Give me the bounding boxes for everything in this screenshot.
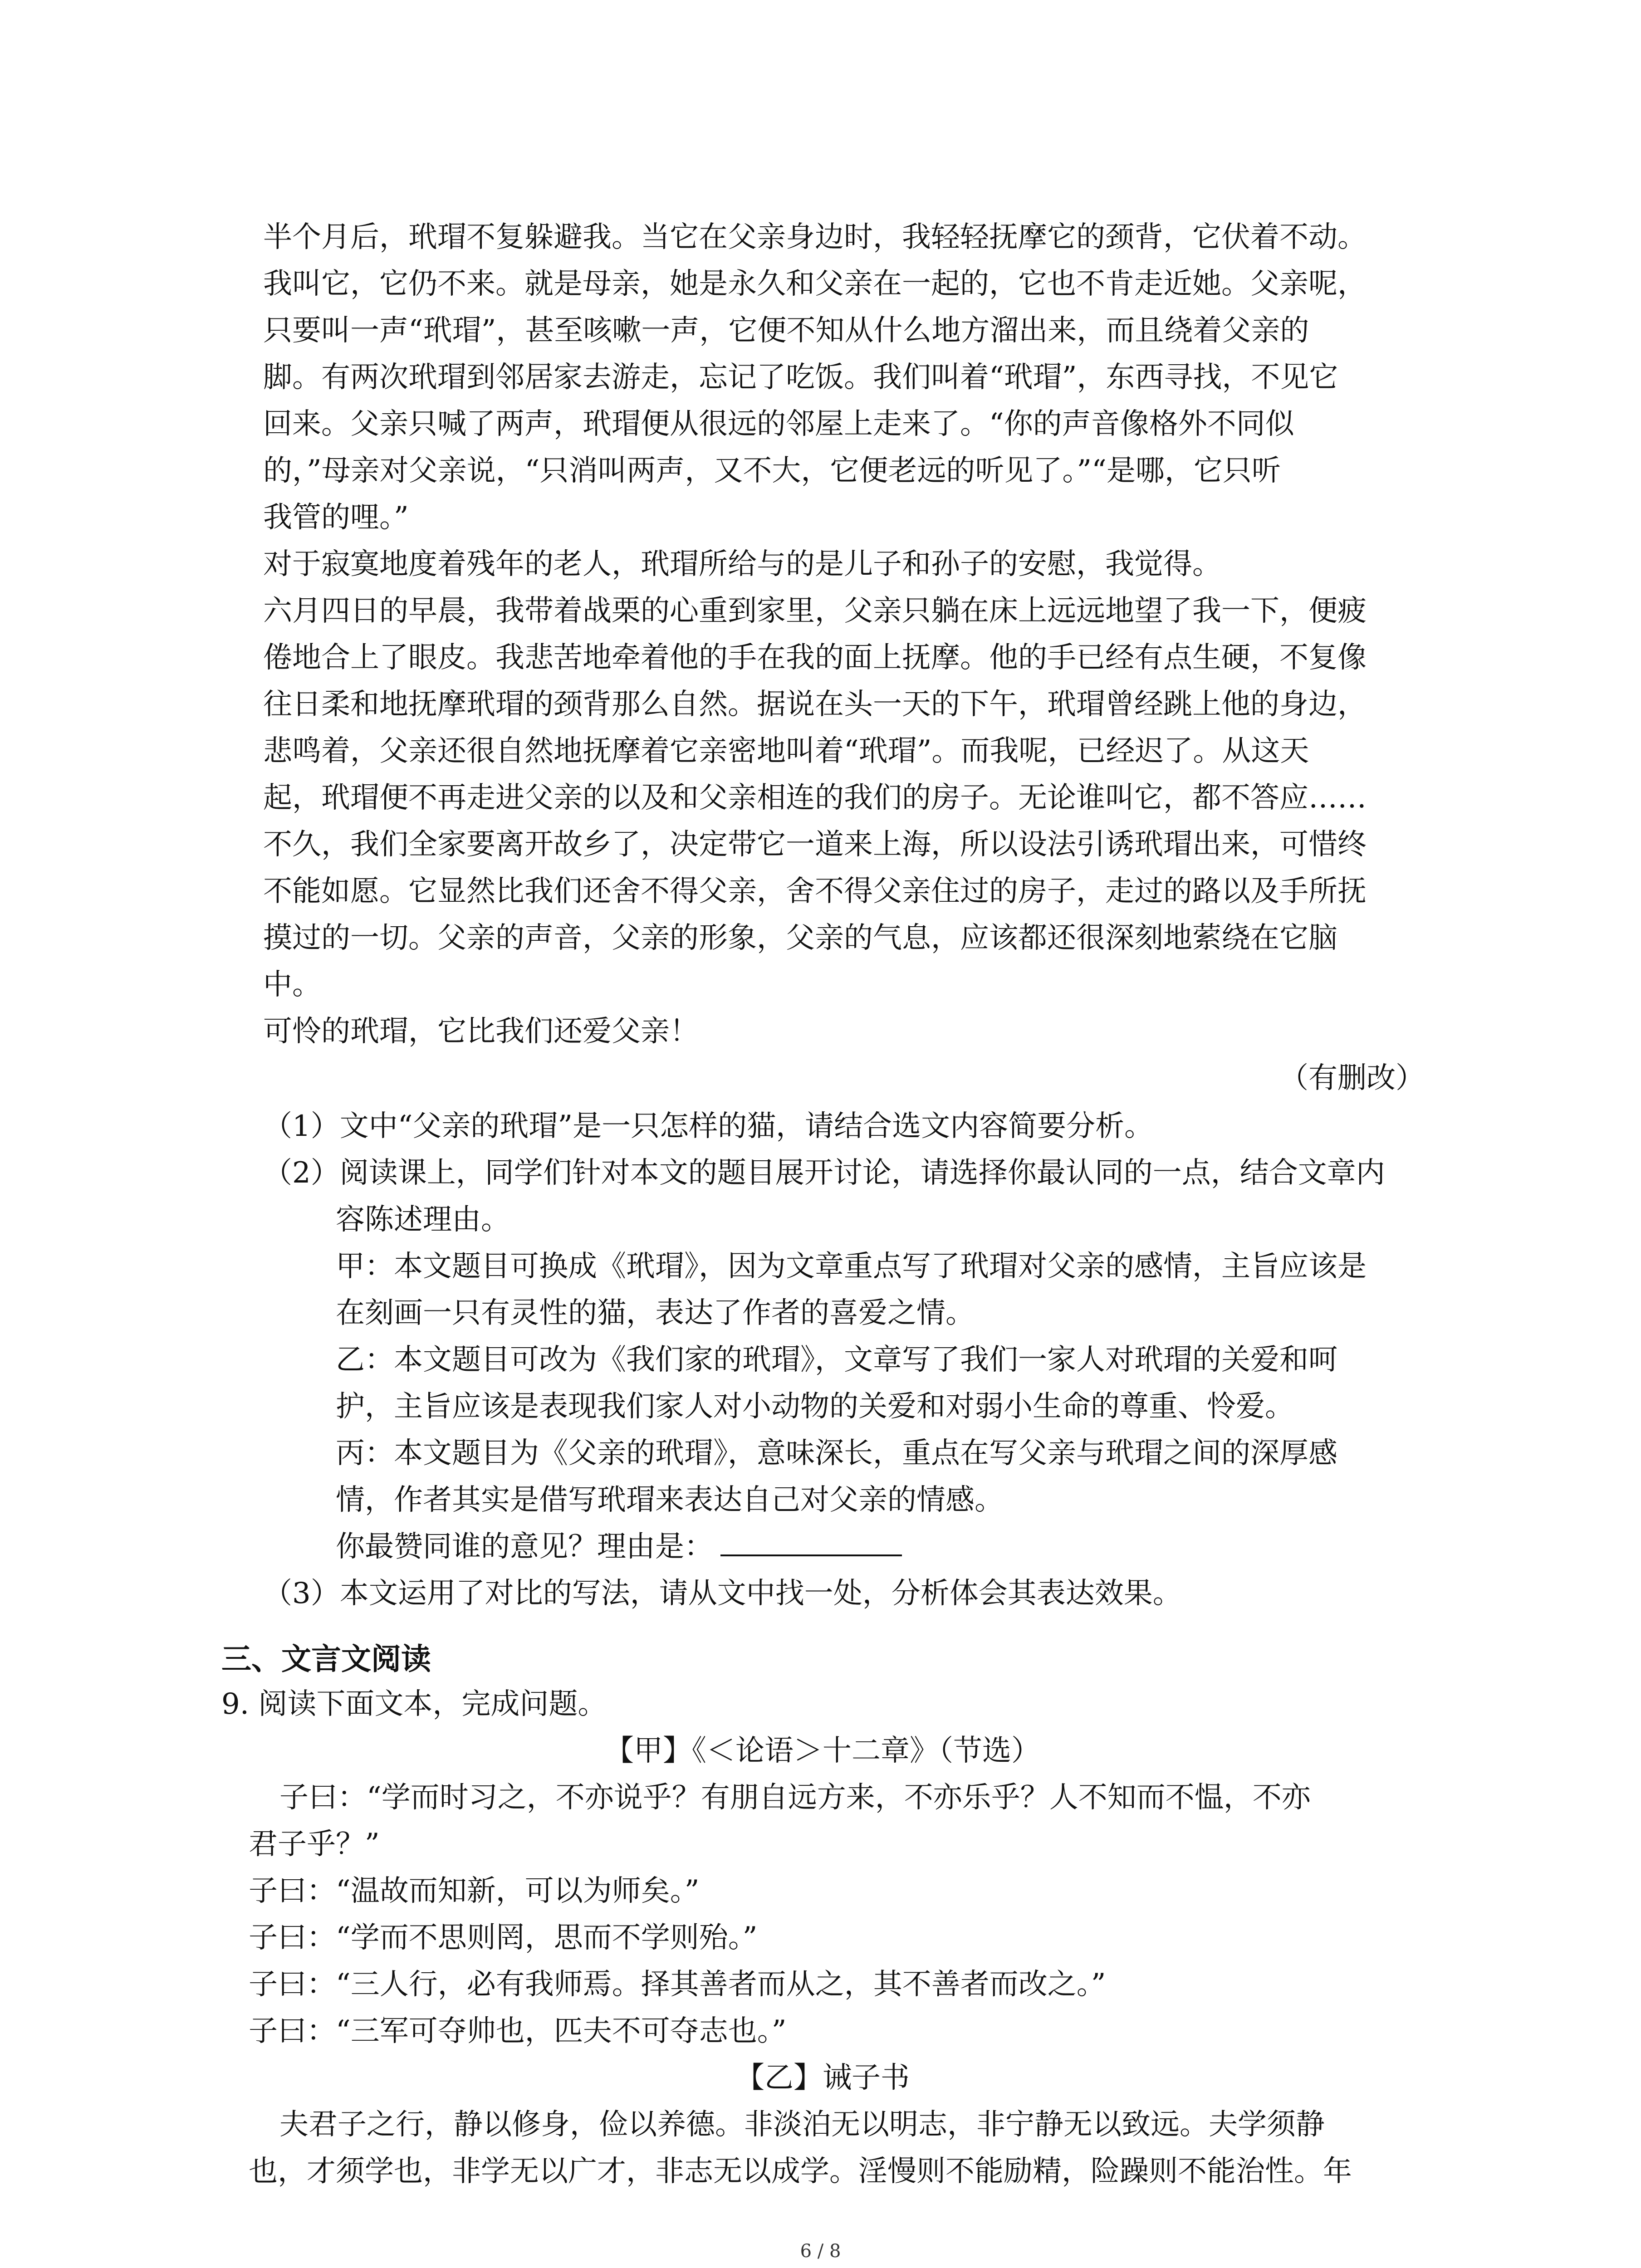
option-bing-line: 丙：本文题目为《父亲的玳瑁》，意味深长，重点在写父亲与玳瑁之间的深厚感 [336, 1437, 1337, 1470]
question-1: （1）文中“父亲的玳瑁”是一只怎样的猫，请结合选文内容简要分析。 [263, 1110, 1154, 1143]
analects-line: 子曰：“学而不思则罔，思而不学则殆。” [249, 1921, 758, 1955]
story-line: 脚。有两次玳瑁到邻居家去游走，忘记了吃饭。我们叫着“玳瑁”，东西寻找，不见它 [263, 361, 1338, 394]
section-title: 三、文言文阅读 [221, 1642, 431, 1677]
story-line: 半个月后，玳瑁不复躲避我。当它在父亲身边时，我轻轻抚摩它的颈背，它伏着不动。 [263, 220, 1367, 254]
analects-line: 君子乎？” [249, 1828, 380, 1861]
question-9: 9. 阅读下面文本，完成问题。 [221, 1687, 607, 1721]
story-line: 不久，我们全家要离开故乡了，决定带它一道来上海，所以设法引诱玳瑁出来，可惜终 [263, 828, 1367, 861]
question-block [263, 1103, 1425, 1617]
classical-reading [221, 1681, 1424, 2195]
story-line: 不能如愿。它显然比我们还舍不得父亲，舍不得父亲住过的房子，走过的路以及手所抚 [263, 875, 1367, 908]
jia-title: 【甲】《＜论语＞十二章》（节选） [605, 1734, 1040, 1768]
jiezishu-line: 夫君子之行，静以修身，俭以养德。非淡泊无以明志，非宁静无以致远。夫学须静 [279, 2108, 1325, 2141]
story-line: 摸过的一切。父亲的声音，父亲的形象，父亲的气息，应该都还很深刻地萦绕在它脑 [263, 921, 1337, 955]
option-bing-line: 情，作者其实是借写玳瑁来表达自己对父亲的情感。 [336, 1483, 1004, 1517]
story-line: 的，”母亲对父亲说，“只消叫两声，又不大，它便老远的听见了。”“是哪，它只听 [263, 454, 1281, 488]
story-line: 回来。父亲只喊了两声，玳瑁便从很远的邻屋上走来了。“你的声音像格外不同似 [263, 407, 1294, 441]
analects-line: 子曰：“学而时习之，不亦说乎？有朋自远方来，不亦乐乎？人不知而不愠，不亦 [279, 1781, 1311, 1814]
story-line: 我叫它，它仍不来。就是母亲，她是永久和父亲在一起的，它也不肯走近她。父亲呢， [263, 267, 1367, 301]
option-yi-line: 乙：本文题目可改为《我们家的玳瑁》，文章写了我们一家人对玳瑁的关爱和呵 [336, 1343, 1337, 1377]
answer-blank[interactable] [720, 1527, 902, 1556]
answer-prompt: 你最赞同谁的意见？理由是： [336, 1530, 713, 1564]
story-line: 悲鸣着，父亲还很自然地抚摩着它亲密地叫着“玳瑁”。而我呢，已经迟了。从这天 [263, 734, 1309, 768]
analects-line: 子曰：“三人行，必有我师焉。择其善者而从之，其不善者而改之。” [249, 1968, 1106, 2001]
story-line: 往日柔和地抚摩玳瑁的颈背那么自然。据说在头一天的下午，玳瑁曾经跳上他的身边， [263, 688, 1367, 721]
story-excerpt [263, 214, 1425, 1102]
question-2-line: 容陈述理由。 [336, 1203, 510, 1237]
option-jia-line: 甲：本文题目可换成《玳瑁》，因为文章重点写了玳瑁对父亲的感情，主旨应该是 [336, 1250, 1367, 1283]
story-line: 我管的哩。” [263, 501, 409, 534]
yi-title: 【乙】诫子书 [735, 2061, 910, 2095]
source-note: （有删改） [1279, 1061, 1425, 1095]
story-line: 可怜的玳瑁，它比我们还爱父亲！ [263, 1015, 699, 1048]
story-line: 六月四日的早晨，我带着战栗的心重到家里，父亲只躺在床上远远地望了我一下，便疲 [263, 594, 1367, 628]
option-yi-line: 护，主旨应该是表现我们家人对小动物的关爱和对弱小生命的尊重、怜爱。 [336, 1390, 1294, 1423]
story-line: 倦地合上了眼皮。我悲苦地牵着他的手在我的面上抚摩。他的手已经有点生硬，不复像 [263, 641, 1367, 675]
analects-line: 子曰：“温故而知新，可以为师矣。” [249, 1874, 700, 1908]
page-number: 6 / 8 [800, 2241, 841, 2262]
jiezishu-line: 也，才须学也，非学无以广才，非志无以成学。淫慢则不能励精，险躁则不能治性。年 [249, 2155, 1352, 2188]
analects-line: 子曰：“三军可夺帅也，匹夫不可夺志也。” [249, 2014, 787, 2048]
question-3: （3）本文运用了对比的写法，请从文中找一处，分析体会其表达效果。 [263, 1577, 1182, 1610]
story-line: 只要叫一声“玳瑁”，甚至咳嗽一声，它便不知从什么地方溜出来，而且绕着父亲的 [263, 314, 1309, 347]
story-line: 对于寂寞地度着残年的老人，玳瑁所给与的是儿子和孙子的安慰，我觉得。 [263, 547, 1221, 581]
question-2-line: （2）阅读课上，同学们针对本文的题目展开讨论，请选择你最认同的一点，结合文章内 [263, 1156, 1385, 1190]
story-line: 中。 [263, 968, 321, 1002]
story-line: 起，玳瑁便不再走进父亲的以及和父亲相连的我们的房子。无论谁叫它，都不答应…… [263, 781, 1367, 815]
option-jia-line: 在刻画一只有灵性的猫，表达了作者的喜爱之情。 [336, 1296, 975, 1330]
answer-prompt-line [263, 1524, 1425, 1570]
